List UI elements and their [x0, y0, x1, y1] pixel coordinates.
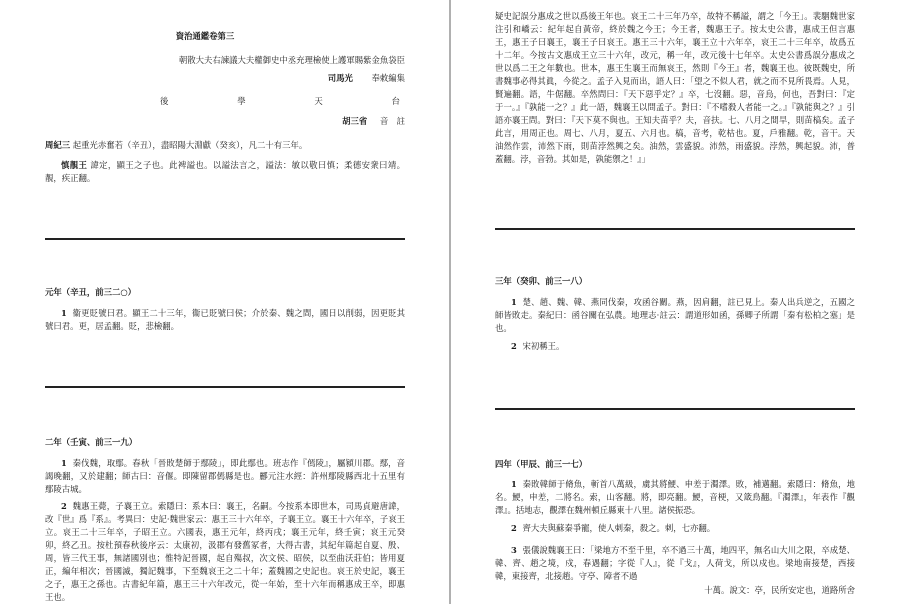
year2-heading: 二年（壬寅、前三一九） [45, 437, 138, 447]
author-name: 司馬光 [327, 73, 353, 83]
section-line [45, 139, 405, 152]
annotator-char: 後 [160, 96, 169, 106]
section-label: 周紀三 [45, 140, 71, 150]
year1-entry [45, 307, 405, 333]
year4-entry-3-tail: 十萬。說文：亭，民所安定也，道路所舍 [704, 585, 855, 595]
king-text: 諱定，顯王之子也。此裨謚也。以謚法言之，謚法：敏以敬曰慎；柔德安衆曰靖。靚，疾正翻。 [45, 160, 405, 183]
divider [45, 386, 405, 388]
left-page [5, 0, 405, 604]
entry-number: 1 [61, 308, 67, 318]
section-text: 起重光赤奮若（辛丑），盡昭陽大淵獻（癸亥），凡二十有三年。 [72, 140, 308, 150]
entry-number: 1 [511, 479, 517, 489]
entry-number: 1 [61, 458, 67, 468]
year1-heading: 元年（辛丑，前三二○） [45, 287, 137, 297]
year4-entry-1 [495, 478, 855, 518]
entry-text: 秦伐魏，取鄢。春秋「晉敗楚師于鄢陵」，即此鄢也。班志作『傿陵』，屬潁川郡。鄢，音謁晚翻，又於建翻；師古曰：音偃。即陳留郡傿縣是也。酈元注水經：許州鄢陵縣西北十五里有鄢陵古城。 [45, 458, 405, 494]
annotator-chars [160, 95, 400, 108]
king-intro [45, 159, 405, 185]
divider [495, 228, 855, 230]
year3-heading: 三年（癸卯、前三一八） [495, 276, 588, 286]
year3-entry-1 [495, 296, 855, 336]
author-role: 奉敕編集 [371, 73, 405, 83]
entry-text: 宋初稱王。 [522, 341, 565, 351]
annotator-credit [205, 115, 405, 128]
entry-number: 2 [511, 523, 517, 533]
year3-entry-2 [495, 340, 855, 353]
author-credit [155, 72, 405, 85]
entry-text: 楚、趙、魏、韓、燕同伐秦，攻函谷關。燕，因肩翻，註已見上。秦人出兵逆之，五國之師皆敗走。秦紀曰：函谷關在弘農。地理志·註云：謂道形如函，孫卿子所謂「秦有松柏之塞」是也。 [495, 297, 855, 333]
entry-number: 2 [511, 341, 517, 351]
entry-text: 齊大夫與蘇秦爭寵，使人刺秦，殺之。刺，七亦翻。 [522, 523, 716, 533]
entry-text: 張儀說魏襄王曰：「梁地方不至千里，卒不過三十萬，地四平，無名山大川之限，卒成楚、韓、齊、趙之境，戍，春遇翻；字從『人』，從『戈』，人荷戈，所以戍也。梁地南接楚，西接韓，東接齊，北接趙。守亭、障者不過 [495, 545, 855, 581]
year4-heading: 四年（甲辰、前三一七） [495, 459, 588, 469]
entry-number: 1 [511, 297, 517, 307]
book-title: 資治通鑑卷第三 [175, 31, 235, 41]
entry-number: 3 [511, 545, 517, 555]
page-gutter [449, 0, 451, 604]
entry-text: 魏惠王薨，子襄王立。索隱曰：系本曰：襄王，名嗣。今按系本即世本，司馬貞避唐諱，改『世』爲『系』。考異曰：史記·魏世家云：惠王三十六年卒，子襄王立。襄王十六年卒，子哀王立。哀王二十三年卒，子昭王立。六國表，惠王元年，終丙戌；襄王元年，終壬寅；哀王元癸卯，終乙丑。按杜預春秋後序云：太康初，汲郡有發舊冢者，大得古書，其紀年篇起自夏、殷、周，皆三代王事，無諸國別也；惟特記晉國，起自殤叔，次文侯、昭侯，以至曲沃莊伯；皆用夏正，編年相次；晉國滅，獨記魏事，下至魏哀王之二十年；蓋魏國之史記也。哀王於史記，襄王之子，惠王之孫也。古書紀年篇，惠王三十六年改元，從一年始，至十六年而稱惠成王卒，即惠王也。 [45, 501, 405, 602]
author-line: 朝散大夫右諫議大夫權御史中丞充理檢使上護軍賜紫金魚袋臣 [178, 55, 405, 65]
annotator-name: 胡三省 [342, 116, 368, 126]
annotator-char: 學 [237, 96, 246, 106]
right-page [490, 0, 890, 604]
continued-text: 疑史記誤分惠成之世以爲後王年也。哀王二十三年乃卒，故特不稱謚，謂之「今王」。裴駰魏世家注引和嶠云：紀年起自黃帝，終於魏之今王；今王者，魏惠王子。按太史公書，惠成王但言惠王，惠王子曰襄王，襄王子曰哀王。惠王三十六年，襄王立十六年卒，哀王二十三年卒，故爲五十二年。今按古文惠成王立三十六年，改元，稱一年，改元後十七年卒。太史公書爲誤分惠成之世以爲二王之年數也。世本，惠王生襄王而無哀王，然則『今王』者，魏襄王也。彼既魏史，所書魏事必得其眞，今從之。孟子入見而出，語人曰：「望之不似人君，就之而不見所畏焉。人見，賢遍翻。語，牛倨翻。卒然問曰：『天下惡乎定？』卒，七沒翻。惡，音烏，何也，吾對曰：『定于一。』『孰能一之？』此一語，魏襄王以問孟子。對曰：『不嗜殺人者能一之。』『孰能與之？』引語亦襄王問。對曰：『天下莫不與也。王知夫苗乎？夫，音扶。七、八月之間旱，則苗槁矣。孟子此言，用周正也。周七、八月，夏五、六月也。槁，音考，乾枯也。夏，戶雅翻。乾，音干。天油然作雲，沛然下雨，則苗浡然興之矣。油然，雲盛貌。沛然，雨盛貌。浡然，興起貌。沛，普蓋翻。浡，音勃。其如是，孰能禦之！』」 [495, 11, 855, 164]
entry-text: 衞更貶號曰君。顯王二十三年，衞已貶號曰侯；介於秦、魏之間，國日以削弱，因更貶其號曰君。更，居孟翻。貶，悲檢翻。 [45, 308, 405, 331]
divider [495, 408, 855, 410]
entry-number: 2 [61, 501, 67, 511]
king-name: 慎靚王 [61, 160, 88, 170]
annotator-role: 音 註 [379, 116, 405, 126]
entry-text: 秦敗韓師于脩魚，斬首八萬級，虜其將鯁、申差于濁澤。敗，補邁翻。索隱曰：脩魚，地名。鯁，申差，二將名。索，山客翻。將，即亮翻。鯁，音梗，又箴鳥翻。『濁澤』，年表作『觀澤』。括地志，觀澤在魏州頓丘縣東十八里。諸侯振恐。 [495, 479, 855, 515]
divider [45, 238, 405, 240]
annotator-char: 台 [391, 96, 400, 106]
year2-entry-1 [45, 457, 405, 495]
year4-entry-2 [495, 522, 855, 535]
year4-entry-3 [495, 544, 855, 584]
year2-entry-2 [45, 500, 405, 604]
annotator-char: 天 [314, 96, 323, 106]
